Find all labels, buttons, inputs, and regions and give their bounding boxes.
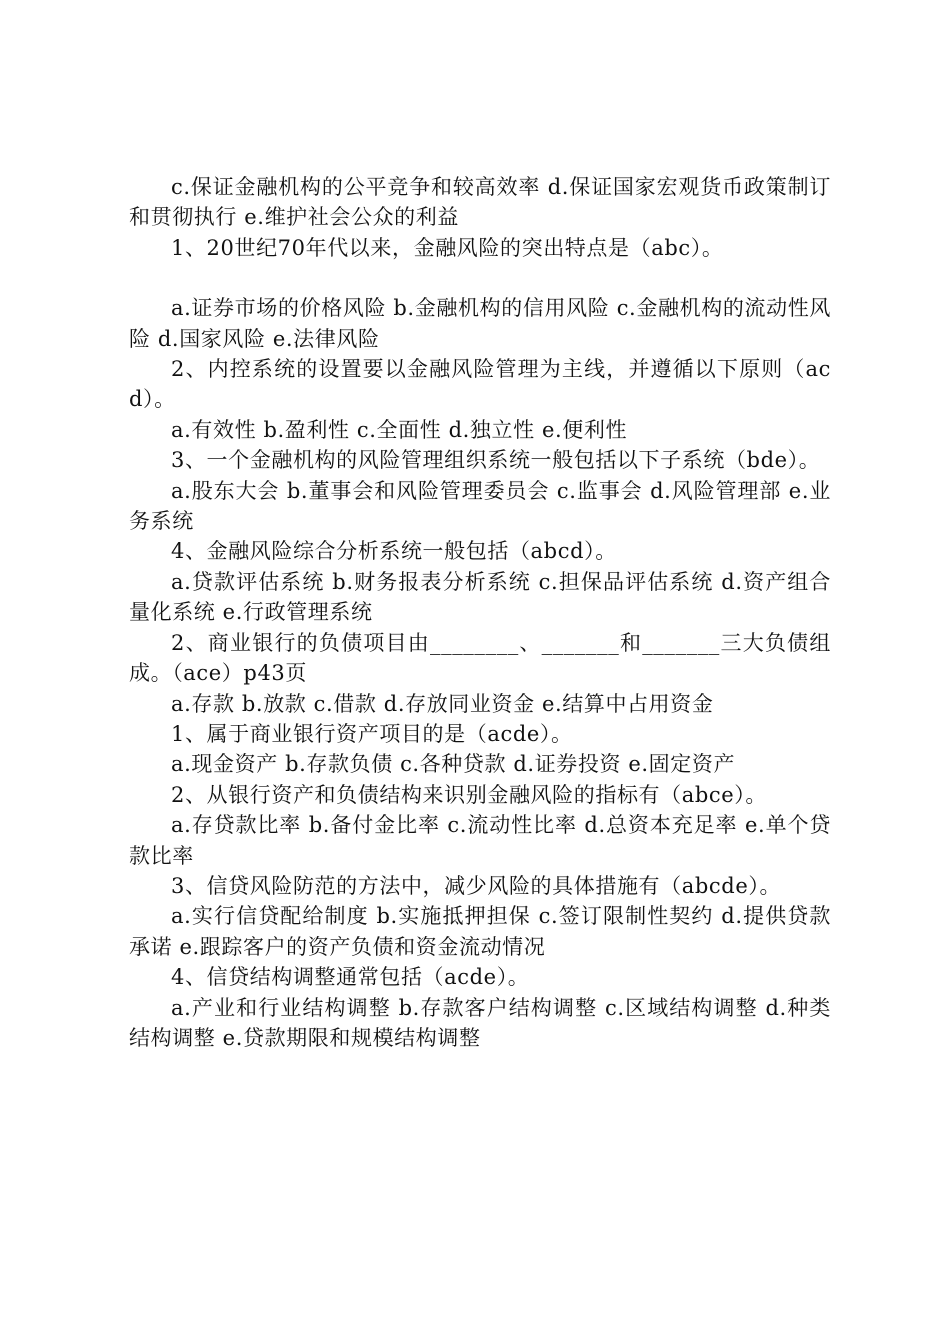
question-heading-8: 3、信贷风险防范的方法中，减少风险的具体措施有（abcde）。 <box>171 873 782 898</box>
question-heading-4: 4、金融风险综合分析系统一般包括（abcd）。 <box>171 539 617 564</box>
question-heading-9: 4、信贷结构调整通常包括（acde）。 <box>171 965 530 990</box>
question-heading-3: 3、一个金融机构的风险管理组织系统一般包括以下子系统（bde）。 <box>171 448 821 473</box>
options-7: a.存贷款比率 b.备付金比率 c.流动性比率 d.总资本充足率 e.单个贷款比率 <box>129 813 831 868</box>
question-heading-2: 2、内控系统的设置要以金融风险管理为主线，并遵循以下原则（acd）。 <box>129 357 831 412</box>
question-heading-7: 2、从银行资产和负债结构来识别金融风险的指标有（abce）。 <box>171 782 768 807</box>
question-heading-6: 1、属于商业银行资产项目的是（acde）。 <box>171 721 573 746</box>
options-6: a.现金资产 b.存款负债 c.各种贷款 d.证券投资 e.固定资产 <box>171 752 736 777</box>
question-heading-5: 2、商业银行的负债项目由________、_______和_______三大负债组成。（ace）p43页 <box>129 630 831 686</box>
question-heading-1: 1、20世纪70年代以来，金融风险的突出特点是（abc）。 <box>171 235 724 260</box>
options-8: a.实行信贷配给制度 b.实施抵押担保 c.签订限制性契约 d.提供贷款承诺 e.跟踪客户的资产负债和资金流动情况 <box>129 904 831 959</box>
options-2: a.有效性 b.盈利性 c.全面性 d.独立性 e.便利性 <box>171 417 628 442</box>
options-3: a.股东大会 b.董事会和风险管理委员会 c.监事会 d.风险管理部 e.业务系统 <box>129 478 831 534</box>
options-9: a.产业和行业结构调整 b.存款客户结构调整 c.区域结构调整 d.种类结构调整 e.贷款期限和规模结构调整 <box>129 995 831 1050</box>
options-4: a.贷款评估系统 b.财务报表分析系统 c.担保品评估系统 d.资产组合量化系统 e.行政管理系统 <box>129 569 831 625</box>
document-body <box>129 172 831 1053</box>
options-1: a.证券市场的价格风险 b.金融机构的信用风险 c.金融机构的流动性风险 d.国家风险 e.法律风险 <box>129 296 831 351</box>
options-5: a.存款 b.放款 c.借款 d.存放同业资金 e.结算中占用资金 <box>171 691 714 716</box>
paragraph-1: c.保证金融机构的公平竞争和较高效率 d.保证国家宏观货币政策制订和贯彻执行 e.维护社会公众的利益 <box>129 175 831 230</box>
